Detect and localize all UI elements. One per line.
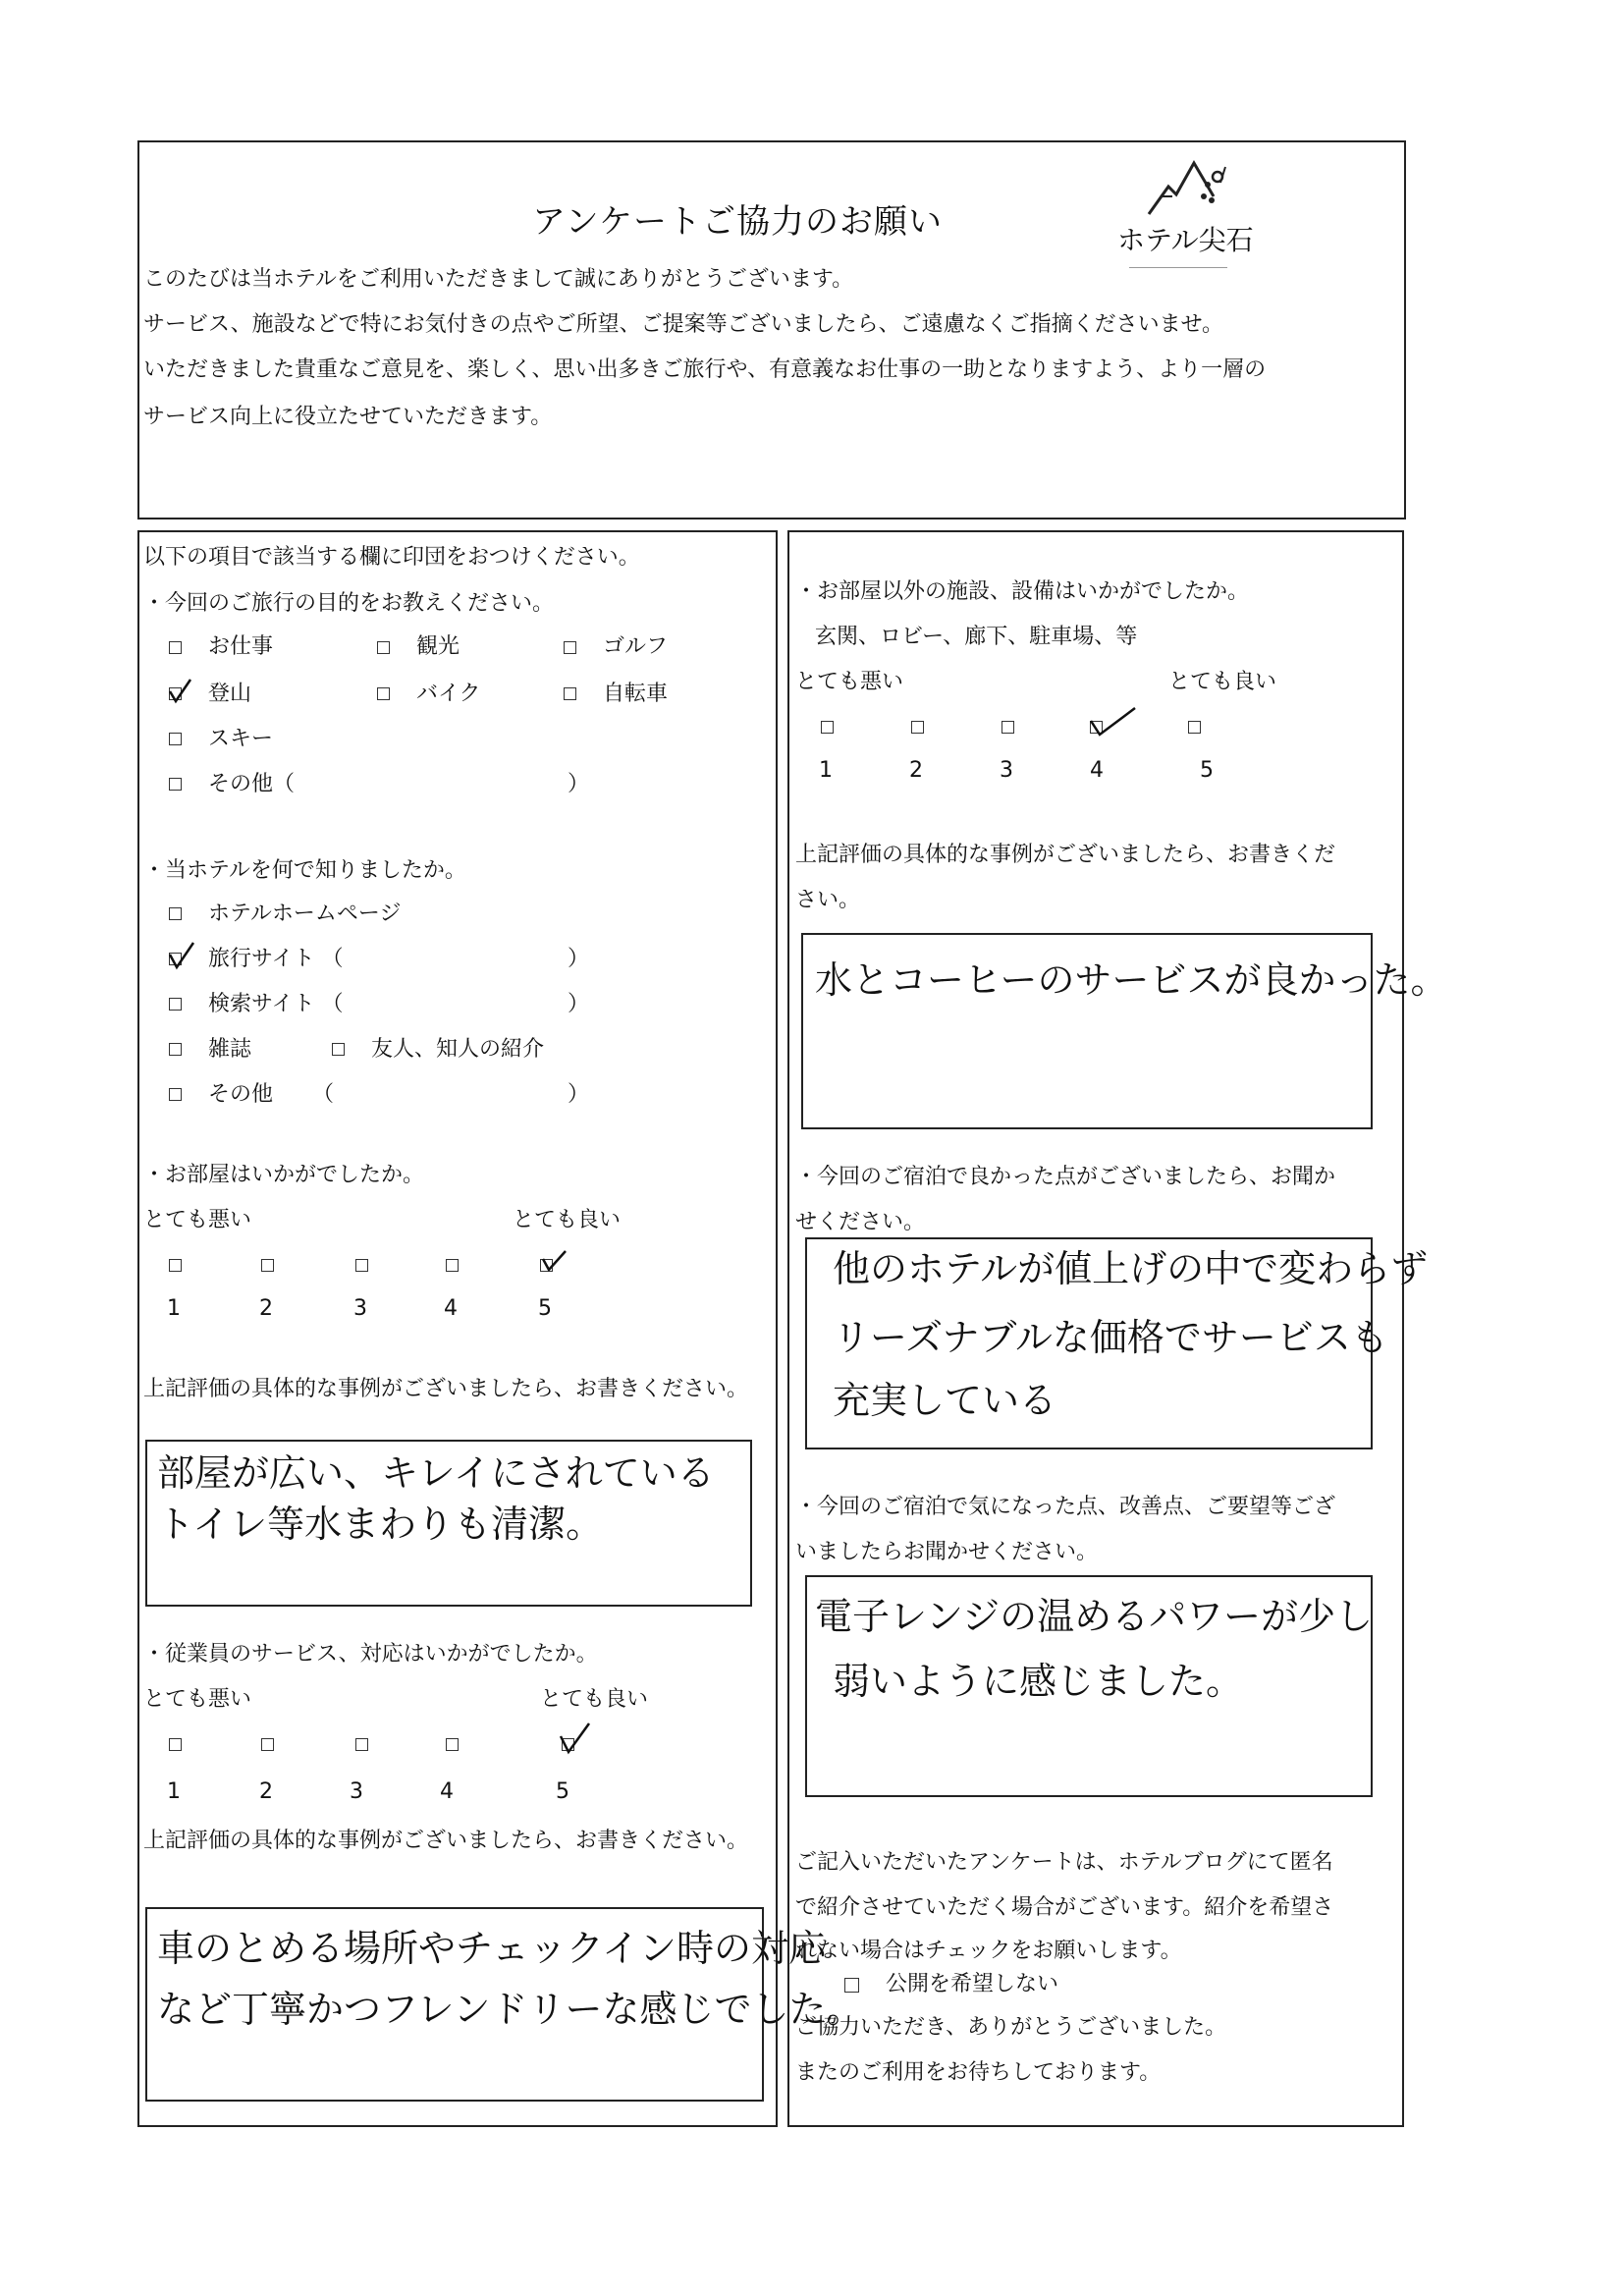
staff-low-label: とても悪い [143, 1687, 252, 1712]
facilities-rating-2[interactable] [911, 721, 924, 734]
room-high-label: とても良い [513, 1208, 622, 1232]
facilities-scale-2: 2 [909, 758, 923, 783]
staff-question: ・従業員のサービス、対応はいかがでしたか。 [143, 1642, 598, 1667]
room-comment-prompt: 上記評価の具体的な事例がございましたら、お書きください。 [143, 1377, 749, 1401]
room-rating-2[interactable] [261, 1259, 274, 1272]
option-mountaineering: 登山 [208, 682, 252, 706]
checkbox-ski[interactable] [169, 733, 182, 745]
staff-rating-2[interactable] [261, 1738, 274, 1751]
good-comment-line-2: リーズナブルな価格でサービスも [833, 1316, 1388, 1359]
publish-note-3: れない場合はチェックをお願いします。 [795, 1939, 1182, 1963]
facilities-low-label: とても悪い [795, 670, 904, 694]
option-sightseeing: 観光 [416, 634, 460, 659]
staff-scale-5: 5 [556, 1779, 569, 1804]
staff-scale-4: 4 [440, 1779, 454, 1804]
checkbox-work[interactable] [169, 641, 182, 654]
room-rating-4[interactable] [446, 1259, 459, 1272]
staff-comment-line-2: など丁寧かつフレンドリーな感じでした。 [157, 1988, 864, 2031]
facilities-rating-3[interactable] [1001, 721, 1014, 734]
staff-scale-3: 3 [350, 1779, 363, 1804]
room-rating-1[interactable] [169, 1259, 182, 1272]
intro-line-3: いただきました貴重なご意見を、楽しく、思い出多きご旅行や、有意義なお仕事の一助となりますよう、より一層の [143, 357, 1267, 382]
facilities-rating-1[interactable] [821, 721, 834, 734]
staff-rating-3[interactable] [355, 1738, 368, 1751]
facilities-question: ・お部屋以外の施設、設備はいかがでしたか。 [795, 579, 1250, 604]
good-comment-line-1: 他のホテルが値上げの中で変わらず [833, 1247, 1429, 1290]
source-question: ・当ホテルを何で知りましたか。 [143, 858, 466, 883]
facilities-comment-line-1: 水とコーヒーのサービスが良かった。 [815, 958, 1448, 1002]
improve-comment-line-2: 弱いように感じました。 [833, 1660, 1244, 1703]
room-scale-3: 3 [353, 1296, 367, 1321]
intro-line-1: このたびは当ホテルをご利用いただきまして誠にありがとうございます。 [143, 267, 854, 292]
facilities-examples: 玄関、ロビー、廊下、駐車場、等 [815, 625, 1138, 649]
publish-note-2: で紹介させていただく場合がございます。紹介を希望さ [795, 1895, 1334, 1920]
option-purpose-other: その他（ [208, 772, 296, 796]
checkmark-icon [1088, 705, 1137, 738]
checkbox-sightseeing[interactable] [377, 641, 390, 654]
thanks-line-2: またのご利用をお待ちしております。 [795, 2060, 1162, 2085]
checkbox-golf[interactable] [564, 641, 576, 654]
improve-question: ・今回のご宿泊で気になった点、改善点、ご要望等ござ [795, 1495, 1336, 1519]
hotel-logo-text: ホテル尖石 [1117, 224, 1254, 256]
thanks-line-1: ご協力いただき、ありがとうございました。 [795, 2015, 1227, 2040]
option-no-publish: 公開を希望しない [886, 1972, 1059, 1996]
source-other-open: （ [312, 1082, 335, 1107]
improve-comment-line-1: 電子レンジの温めるパワーが少し [815, 1595, 1374, 1638]
checkbox-magazine[interactable] [169, 1043, 182, 1056]
facilities-scale-4: 4 [1090, 758, 1104, 783]
checkbox-no-publish[interactable] [844, 1978, 859, 1993]
staff-scale-2: 2 [259, 1779, 273, 1804]
travel-site-close: ） [568, 947, 590, 971]
source-other-close: ） [568, 1082, 590, 1107]
facilities-scale-3: 3 [1000, 758, 1013, 783]
staff-comment-prompt: 上記評価の具体的な事例がございましたら、お書きください。 [143, 1829, 749, 1853]
good-question-2: せください。 [795, 1210, 926, 1234]
facilities-rating-5[interactable] [1188, 721, 1201, 734]
option-golf: ゴルフ [603, 634, 669, 659]
instruction-text: 以下の項目で該当する欄に印団をおつけください。 [143, 545, 640, 570]
facilities-comment-prompt: 上記評価の具体的な事例がございましたら、お書きくだ [795, 843, 1336, 867]
page-title: アンケートご協力のお願い [532, 202, 943, 242]
option-ski: スキー [208, 727, 274, 751]
room-low-label: とても悪い [143, 1208, 252, 1232]
room-scale-2: 2 [259, 1296, 273, 1321]
search-site-close: ） [568, 992, 590, 1016]
staff-high-label: とても良い [540, 1687, 649, 1712]
purpose-question: ・今回のご旅行の目的をお教えください。 [143, 591, 555, 616]
improve-question-2: いましたらお聞かせください。 [795, 1540, 1099, 1564]
checkmark-icon [558, 1721, 591, 1756]
option-work: お仕事 [208, 634, 274, 659]
option-search-site: 検索サイト （ [208, 992, 344, 1016]
purpose-other-close: ） [568, 772, 590, 796]
intro-line-4: サービス向上に役立たせていただきます。 [143, 405, 553, 429]
checkmark-icon [167, 941, 196, 970]
facilities-scale-1: 1 [819, 758, 833, 783]
room-question: ・お部屋はいかがでしたか。 [143, 1163, 425, 1187]
option-magazine: 雑誌 [208, 1037, 252, 1062]
mountain-logo-icon [1147, 157, 1241, 218]
option-bicycle: 自転車 [603, 682, 669, 706]
good-question: ・今回のご宿泊で良かった点がございましたら、お聞か [795, 1165, 1336, 1189]
staff-comment-line-1: 車のとめる場所やチェックイン時の対応 [157, 1927, 826, 1970]
facilities-comment-prompt-2: さい。 [795, 888, 861, 912]
staff-rating-4[interactable] [446, 1738, 459, 1751]
checkbox-bicycle[interactable] [564, 687, 576, 700]
checkbox-friend[interactable] [332, 1043, 345, 1056]
option-source-other: その他 [208, 1082, 274, 1107]
checkmark-icon [167, 678, 194, 705]
option-friend: 友人、知人の紹介 [371, 1037, 545, 1062]
checkbox-hotel-homepage[interactable] [169, 907, 182, 920]
room-comment-line-2: トイレ等水まわりも清潔。 [157, 1503, 604, 1546]
staff-scale-1: 1 [167, 1779, 181, 1804]
staff-rating-1[interactable] [169, 1738, 182, 1751]
room-scale-5: 5 [538, 1296, 552, 1321]
option-motorbike: バイク [416, 682, 481, 706]
publish-note-1: ご記入いただいたアンケートは、ホテルブログにて匿名 [795, 1850, 1333, 1875]
option-travel-site: 旅行サイト （ [208, 947, 344, 971]
intro-line-2: サービス、施設などで特にお気付きの点やご所望、ご提案等ございましたら、ご遠慮なくご指摘くださいませ。 [143, 312, 1224, 337]
facilities-high-label: とても良い [1168, 670, 1277, 694]
checkmark-icon [540, 1247, 568, 1273]
checkbox-purpose-other[interactable] [169, 778, 182, 791]
logo-divider [1129, 267, 1227, 268]
checkbox-source-other[interactable] [169, 1088, 182, 1101]
good-comment-line-3: 充実している [833, 1379, 1057, 1422]
option-hotel-homepage: ホテルホームページ [208, 902, 402, 926]
room-comment-line-1: 部屋が広い、キレイにされている [157, 1451, 715, 1495]
room-scale-1: 1 [167, 1296, 181, 1321]
room-rating-3[interactable] [355, 1259, 368, 1272]
room-scale-4: 4 [444, 1296, 458, 1321]
checkbox-motorbike[interactable] [377, 687, 390, 700]
checkbox-search-site[interactable] [169, 998, 182, 1011]
facilities-scale-5: 5 [1200, 758, 1214, 783]
